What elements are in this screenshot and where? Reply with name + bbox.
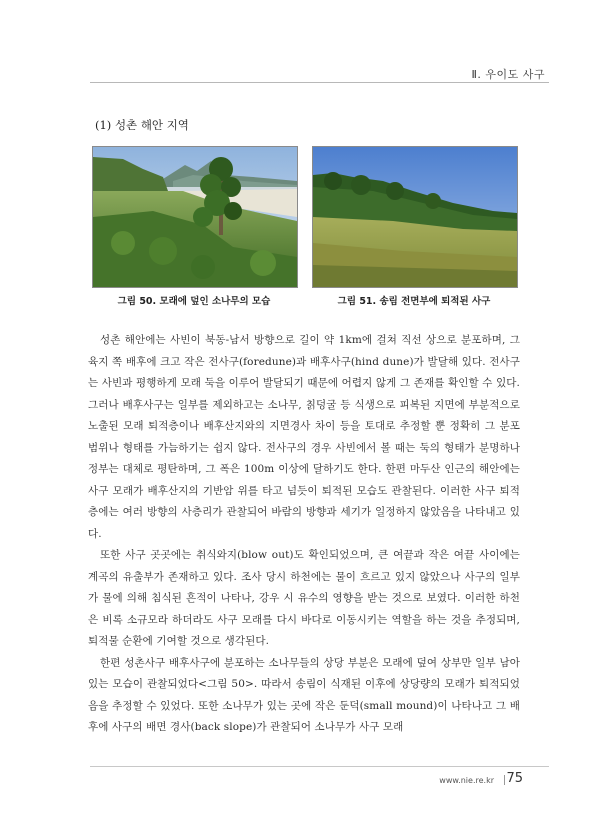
paragraph: 한편 성촌사구 배후사구에 분포하는 소나무들의 상당 부분은 모래에 덮여 상부만 일부 남아있는 모습이 관찰되었다<그림 50>. 따라서 송림이 식재된 이후에 상당량의 모래가 퇴적되었음을 추정할 수 있었다. 또한 소나무가 있는 곳에 작은 둔덕(small mound)이 나타나고 그 배후에 사구의 배면 경사(back slope)가 관찰되어 소나무가 사구 모래 [88, 656, 520, 733]
paragraph: 또한 사구 곳곳에는 취식와지(blow out)도 확인되었으며, 큰 여끝과 작은 여끝 사이에는 계곡의 유출부가 존재하고 있다. 조사 당시 하천에는 물이 흐르고 있지 않았으나 사구의 일부가 물에 의해 침식된 흔적이 나타나, 강우 시 유수의 영향을 받는 것으로 보였다. 이러한 하천은 비록 소규모라 하더라도 사구 모래를 다시 바다로 이동시키는 역할을 하는 것을 추정되며, 퇴적물 순환에 기여할 것으로 생각된다. [88, 549, 520, 647]
body-text [88, 330, 520, 739]
figure-51-photo [312, 146, 518, 288]
footer-separator [504, 775, 505, 785]
figure-51-caption: 그림 51. 송림 전면부에 퇴적된 사구 [337, 296, 491, 307]
figure-50-photo [92, 146, 298, 288]
figure-50-caption: 그림 50. 모래에 덮인 소나무의 모습 [117, 296, 271, 307]
footer-url: www.nie.re.kr [439, 776, 494, 785]
section-heading: (1) 성촌 해안 지역 [95, 118, 189, 132]
page-number: 75 [506, 771, 523, 786]
footer-divider [90, 766, 549, 767]
chapter-title: Ⅱ. 우이도 사구 [471, 68, 545, 81]
header-divider [90, 82, 549, 83]
paragraph: 성촌 해안에는 사빈이 북동-남서 방향으로 길이 약 1km에 걸쳐 직선 상으로 분포하며, 그 육지 쪽 배후에 크고 작은 전사구(foredune)과 배후사구(hind dune)가 발달해 있다. 전사구는 사빈과 평행하게 모래 둑을 이루어 발달되기 때문에 어렵지 않게 그 존재를 확인할 수 있다. 그러나 배후사구는 일부를 제외하고는 소나무, 칡덩굴 등 식생으로 피복된 지면에 부분적으로 노출된 모래 퇴적층이나 배후산지와의 지면경사 차이 등을 토대로 추정할 뿐 정확히 그 분포 범위나 형태를 가늠하기는 쉽지 않다. 전사구의 경우 사빈에서 볼 때는 둑의 형태가 분명하나 정부는 대체로 평탄하며, 그 폭은 100m 이상에 달하기도 한다. 한편 마두산 인근의 해안에는 사구 모래가 배후산지의 기반암 위를 타고 넘듯이 퇴적된 모습도 관찰된다. 이러한 사구 퇴적층에는 여러 방향의 사층리가 관찰되어 바람의 방향과 세기가 일정하지 않았음을 나타내고 있다. [88, 334, 520, 540]
